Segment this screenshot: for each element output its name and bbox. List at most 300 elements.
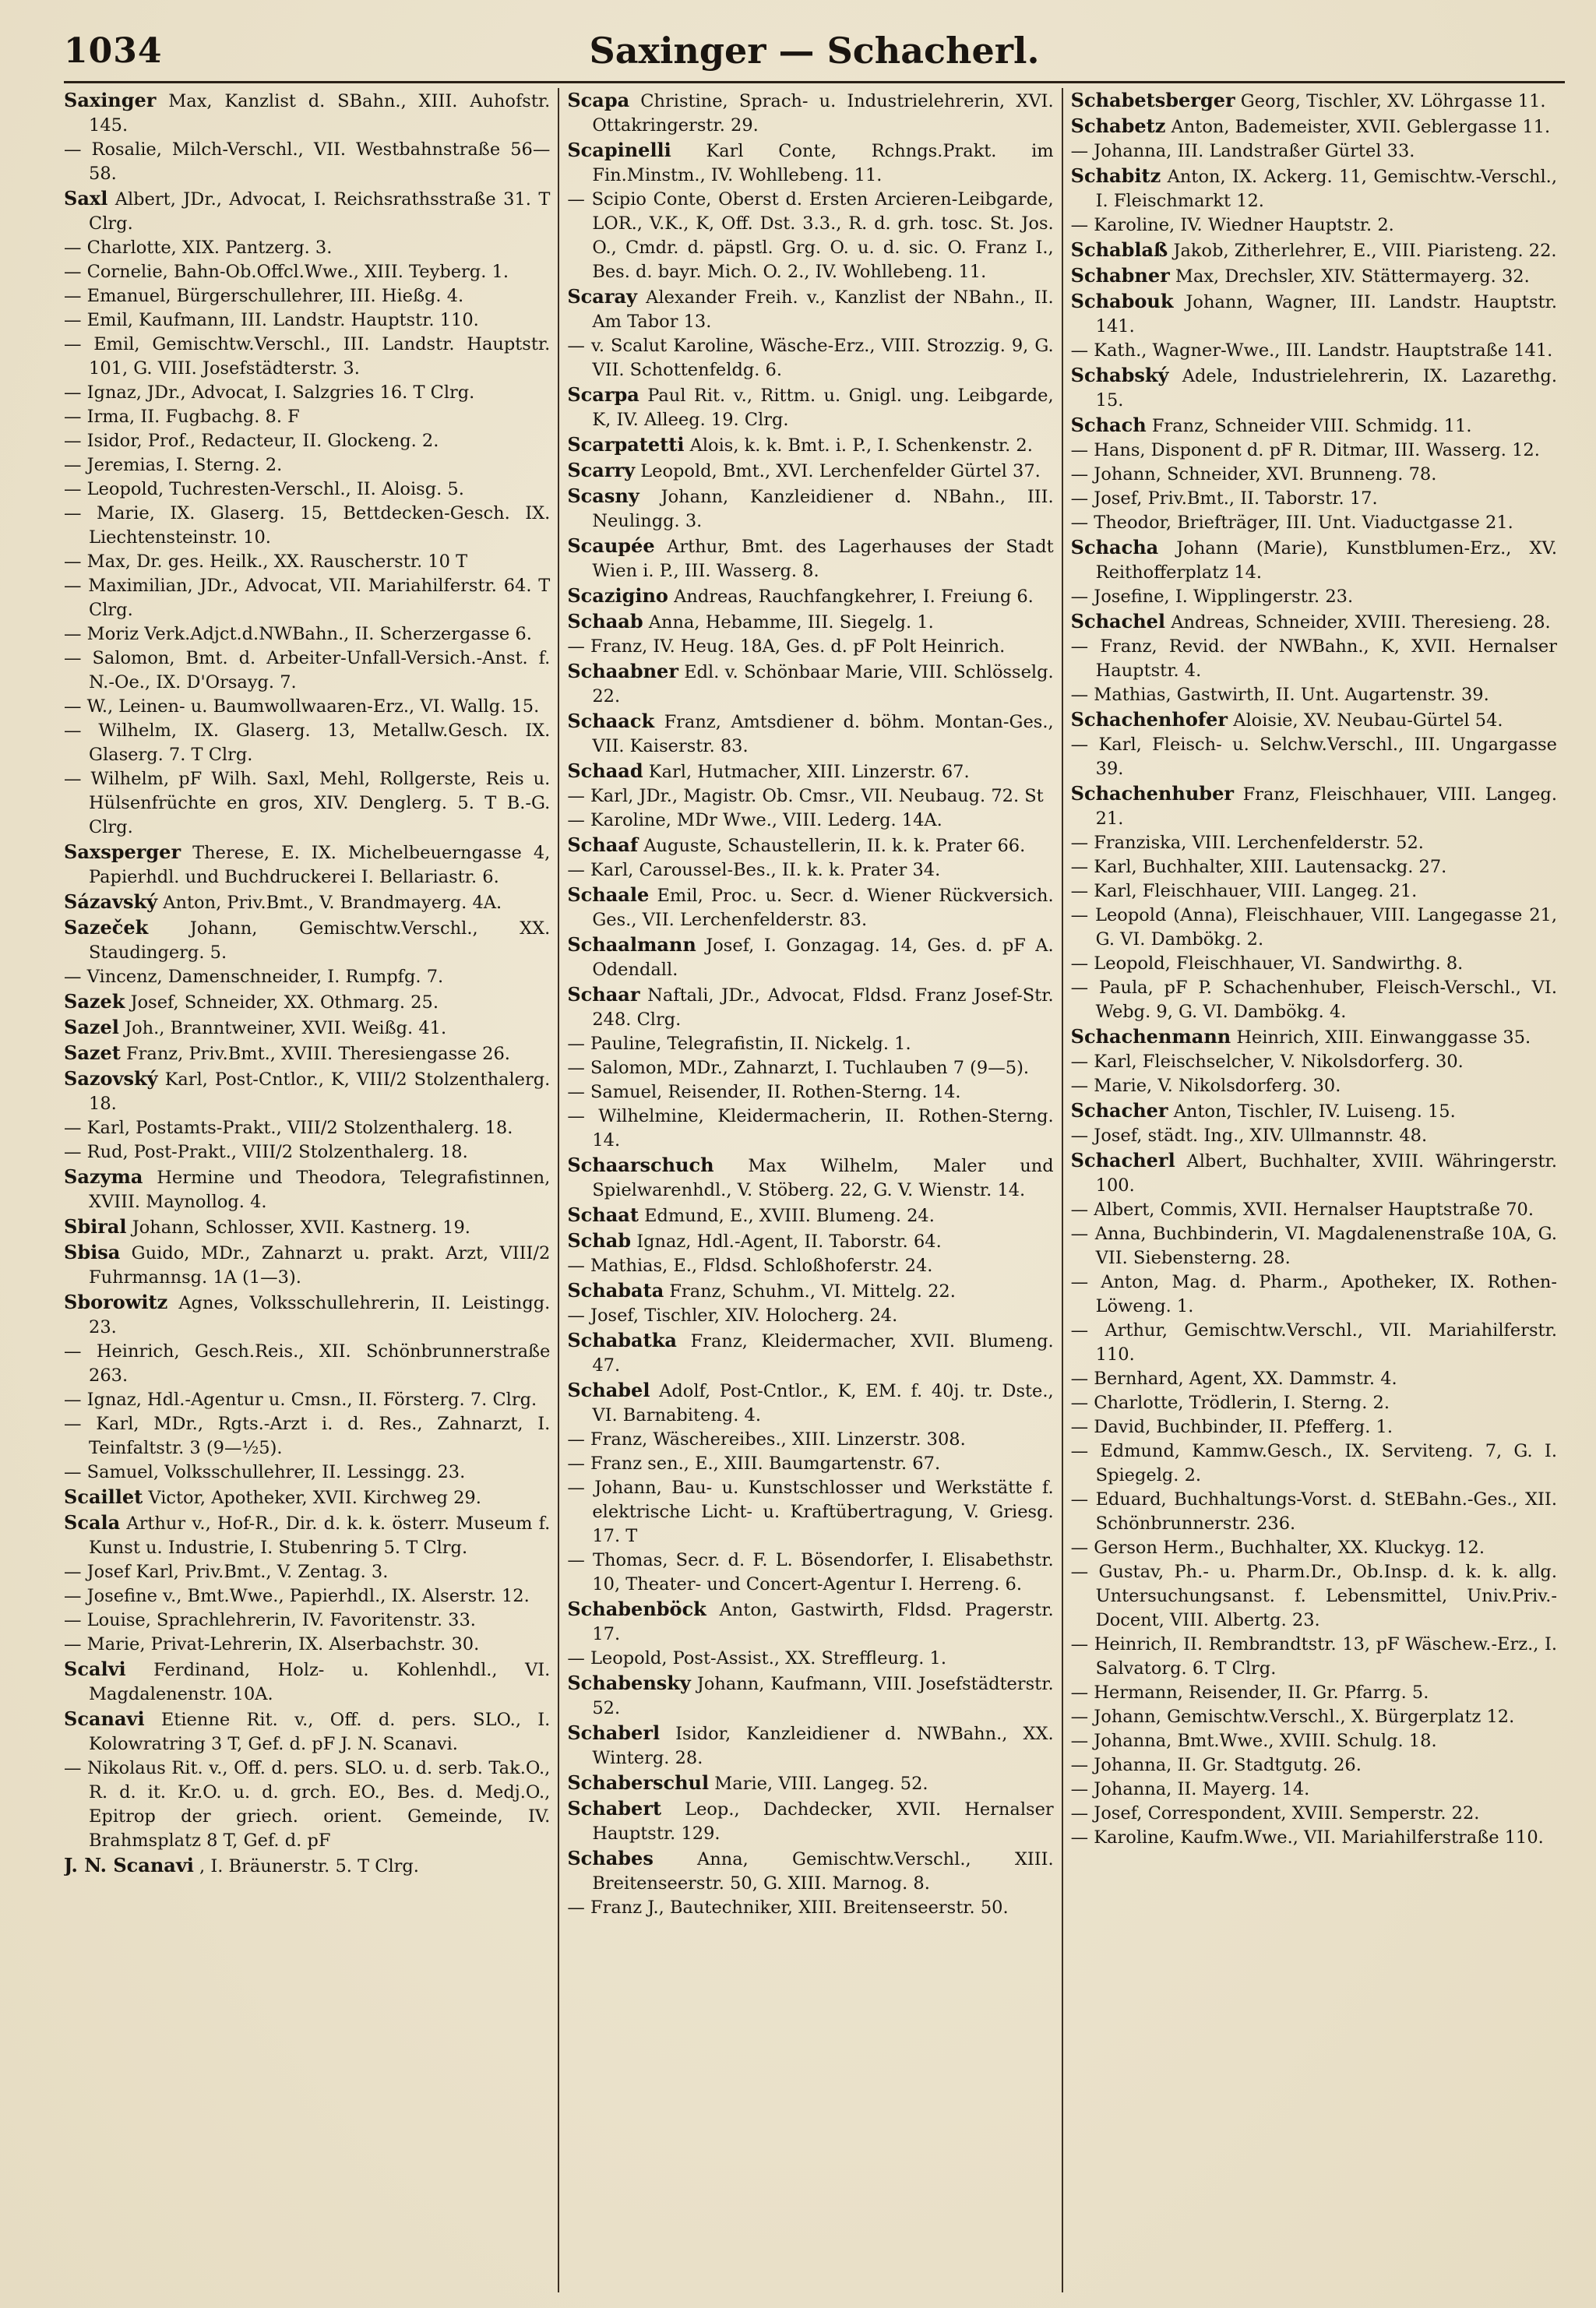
entry-surname: Schaat — [567, 1203, 639, 1226]
entry-surname: Schabetsberger — [1070, 89, 1235, 111]
entry-text: — Arthur, Gemischtw.Verschl., VII. Mariahilferstr. 110. — [1070, 1320, 1557, 1365]
entry-text: Franz, Amtsdiener d. böhm. Montan-Ges., VII. Kaiserstr. 83. — [592, 712, 1054, 756]
entry-text: Franz, Kleidermacher, XVII. Blumeng. 47. — [592, 1331, 1054, 1376]
entry-text: — Wilhelm, IX. Glaserg. 13, Metallw.Gesch. IX. Glaserg. 7. T Clrg. — [64, 721, 551, 765]
entry-surname: Schabatka — [567, 1329, 677, 1351]
directory-entry — [567, 1080, 1053, 1105]
entry-text: — Johanna, Bmt.Wwe., XVIII. Schulg. 18. — [1070, 1731, 1437, 1751]
directory-entry — [64, 989, 550, 1015]
entry-surname: Schabetz — [1070, 115, 1166, 137]
entry-text: — Irma, II. Fugbachg. 8. F — [64, 407, 300, 427]
entry-surname: Sazeček — [64, 916, 149, 939]
entry-text: — Edmund, Kammw.Gesch., IX. Serviteng. 7, G. I. Spiegelg. 2. — [1070, 1441, 1557, 1485]
entry-text: — Leopold (Anna), Fleischhauer, VIII. Langegasse 21, G. VI. Dambökg. 2. — [1070, 905, 1557, 950]
entry-surname: Schabouk — [1070, 290, 1174, 312]
entry-text: Anton, Priv.Bmt., V. Brandmayerg. 4A. — [163, 893, 502, 913]
entry-text: — Gustav, Ph.- u. Pharm.Dr., Ob.Insp. d. k. k. allg. Untersuchungsanst. f. Lebensmittel, Univ.Priv.-Docent, VIII. Albertg. 23. — [1070, 1562, 1557, 1630]
entry-text: — Johann, Bau- u. Kunstschlosser und Werkstätte f. elektrische Licht- u. Kraftübertragung, V. Griesg. 17. T — [567, 1478, 1054, 1546]
entry-text: Franz, Priv.Bmt., XVIII. Theresiengasse 26. — [126, 1044, 510, 1064]
entry-text: Johann (Marie), Kunstblumen-Erz., XV. Reithofferplatz 14. — [1095, 538, 1557, 583]
entry-text: — Samuel, Volksschullehrer, II. Lessingg. 23. — [64, 1462, 466, 1482]
entry-surname: Schachenhofer — [1070, 708, 1228, 731]
entry-surname: Scaray — [567, 285, 637, 308]
entry-text: Heinrich, XIII. Einwanggasse 35. — [1236, 1027, 1531, 1048]
entry-text: Therese, E. IX. Michelbeuerngasse 4, Papierhdl. und Buchdruckerei I. Bellariastr. 6. — [89, 843, 551, 887]
entry-text: Albert, Buchhalter, XVIII. Währingerstr. 100. — [1095, 1151, 1557, 1196]
directory-entry — [1071, 831, 1557, 855]
entry-text: — Josefine, I. Wipplingerstr. 23. — [1070, 587, 1354, 607]
directory-entry — [567, 1304, 1053, 1328]
entry-surname: Scala — [64, 1511, 121, 1534]
entry-text: — Moriz Verk.Adjct.d.NWBahn., II. Scherzergasse 6. — [64, 624, 532, 644]
entry-surname: Sbiral — [64, 1215, 127, 1238]
entry-surname: Schabata — [567, 1279, 664, 1302]
entry-text: — Emanuel, Bürgerschullehrer, III. Hießg. 4. — [64, 286, 464, 306]
directory-entry — [1071, 609, 1557, 635]
directory-entry — [1071, 635, 1557, 683]
entry-text: — Kath., Wagner-Wwe., III. Landstr. Hauptstraße 141. — [1070, 340, 1553, 361]
directory-entry — [567, 659, 1053, 709]
entry-text: — v. Scalut Karoline, Wäsche-Erz., VIII. Strozzig. 9, G. VII. Schottenfeldg. 6. — [567, 336, 1054, 380]
directory-entry — [567, 1647, 1053, 1671]
directory-entry — [567, 883, 1053, 932]
entry-text: — Louise, Sprachlehrerin, IV. Favoritenstr. 33. — [64, 1610, 476, 1630]
entry-text: Guido, MDr., Zahnarzt u. prakt. Arzt, VIII/2 Fuhrmannsg. 1A (1—3). — [89, 1243, 551, 1288]
directory-entry — [1071, 88, 1557, 114]
directory-entry — [1071, 363, 1557, 413]
entry-text: — Josef Karl, Priv.Bmt., V. Zentag. 3. — [64, 1562, 389, 1582]
directory-entry — [64, 1412, 550, 1461]
directory-entry — [1071, 733, 1557, 781]
entry-text: — Anna, Buchbinderin, VI. Magdalenenstraße 10A, G. VII. Siebensterng. 28. — [1070, 1224, 1557, 1268]
entry-text: Isidor, Kanzleidiener d. NWBahn., XX. Winterg. 28. — [592, 1724, 1054, 1768]
entry-text: — Karl, Fleisch- u. Selchw.Verschl., III. Ungargasse 39. — [1070, 735, 1557, 779]
entry-text: Edl. v. Schönbaar Marie, VIII. Schlösselg. 22. — [592, 662, 1054, 706]
entry-text: — Josef, Correspondent, XVIII. Semperstr. 22. — [1070, 1803, 1480, 1823]
entry-text: Josef, I. Gonzagag. 14, Ges. d. pF A. Odendall. — [592, 936, 1054, 980]
entry-text: Andreas, Schneider, XVIII. Theresieng. 28. — [1171, 612, 1551, 632]
directory-entry — [567, 1549, 1053, 1597]
directory-entry — [1071, 781, 1557, 831]
directory-entry — [567, 1721, 1053, 1771]
entry-text: — Ignaz, JDr., Advocat, I. Salzgries 16. T Clrg. — [64, 382, 475, 403]
entry-text: Georg, Tischler, XV. Löhrgasse 11. — [1240, 91, 1546, 111]
entry-surname: Sbisa — [64, 1241, 121, 1263]
directory-entry — [1071, 1536, 1557, 1560]
directory-entry — [567, 1597, 1053, 1647]
entry-text: Johann, Kaufmann, VIII. Josefstädterstr. 52. — [592, 1674, 1054, 1718]
entry-text: Adele, Industrielehrerin, IX. Lazarethg. 15. — [1095, 366, 1557, 411]
entry-text: Johann, Wagner, III. Landstr. Hauptstr. 141. — [1095, 292, 1557, 337]
entry-text: Hermine und Theodora, Telegrafistinnen, XVIII. Maynollog. 4. — [89, 1168, 551, 1212]
entry-surname: J. N. Scanavi — [64, 1854, 194, 1876]
entry-text: Agnes, Volksschullehrerin, II. Leistingg. 23. — [89, 1293, 551, 1337]
directory-entry — [1071, 535, 1557, 585]
directory-entry — [64, 1116, 550, 1140]
column-1 — [64, 88, 559, 2292]
directory-entry — [567, 188, 1053, 284]
entry-text: Paul Rit. v., Rittm. u. Gnigl. ung. Leibgarde, K, IV. Alleeg. 19. Clrg. — [592, 386, 1054, 430]
entry-text: — Paula, pF P. Schachenhuber, Fleisch-Verschl., VI. Webg. 9, G. VI. Dambökg. 4. — [1070, 978, 1557, 1022]
entry-text: — Eduard, Buchhaltungs-Vorst. d. StEBahn.-Ges., XII. Schönbrunnerstr. 236. — [1070, 1489, 1557, 1534]
directory-entry — [1071, 1222, 1557, 1270]
entry-surname: Scarpatetti — [567, 433, 685, 456]
directory-entry — [1071, 1148, 1557, 1198]
directory-entry — [1071, 683, 1557, 707]
entry-surname: Sazel — [64, 1016, 119, 1038]
directory-entry — [1071, 1681, 1557, 1705]
entry-text: — Scipio Conte, Oberst d. Ersten Arcieren-Leibgarde, LOR., V.K., K, Off. Dst. 3.3., R. d. grh. tosc. St. Jos. O., Cmdr. d. päpstl. Grg. O. u. d. sic. O. Franz I., Bes. d. bayr. Mich. O. 2., IV. Wohllebeng. 11. — [567, 189, 1054, 282]
directory-entry — [567, 1228, 1053, 1254]
directory-entry — [1071, 1391, 1557, 1415]
entry-text: Karl Conte, Rchngs.Prakt. im Fin.Minstm., IV. Wohllebeng. 11. — [592, 141, 1054, 185]
entry-text: — Franz, IV. Heug. 18A, Ges. d. pF Polt Heinrich. — [567, 636, 1006, 657]
entry-text: Etienne Rit. v., Off. d. pers. SLO., I. Kolowratring 3 T, Gef. d. pF J. N. Scanavi. — [89, 1710, 551, 1754]
directory-entry — [567, 709, 1053, 759]
directory-entry — [1071, 1488, 1557, 1536]
entry-text: Marie, VIII. Langeg. 52. — [714, 1774, 928, 1794]
entry-surname: Schaar — [567, 983, 640, 1006]
entry-text: Victor, Apotheker, XVII. Kirchweg 29. — [148, 1488, 481, 1508]
directory-entry — [1071, 1633, 1557, 1681]
directory-entry — [64, 1707, 550, 1757]
directory-entry — [567, 932, 1053, 982]
directory-entry — [64, 405, 550, 429]
entry-text: Leop., Dachdecker, XVII. Hernalser Hauptstr. 129. — [592, 1799, 1054, 1844]
entry-text: — Karl, Buchhalter, XIII. Lautensackg. 27. — [1070, 857, 1447, 877]
directory-entry — [567, 1328, 1053, 1378]
directory-entry — [1071, 289, 1557, 339]
directory-entry — [64, 647, 550, 695]
entry-surname: Schabensky — [567, 1672, 691, 1694]
entry-text: Alexander Freih. v., Kanzlist der NBahn., II. Am Tabor 13. — [592, 287, 1054, 332]
entry-surname: Schabner — [1070, 264, 1170, 287]
entry-surname: Schabert — [567, 1797, 662, 1820]
directory-entry — [64, 477, 550, 502]
entry-text: Max, Kanzlist d. SBahn., XIII. Auhofstr. 145. — [89, 91, 551, 136]
directory-entry — [1071, 1198, 1557, 1222]
entry-text: — Hermann, Reisender, II. Gr. Pfarrg. 5. — [1070, 1683, 1429, 1703]
entry-text: — Johanna, II. Gr. Stadtgutg. 26. — [1070, 1755, 1362, 1775]
entry-text: Ignaz, Hdl.-Agent, II. Taborstr. 64. — [636, 1232, 942, 1252]
column-3 — [1063, 88, 1565, 2292]
directory-entry — [64, 186, 550, 236]
directory-entry — [567, 759, 1053, 784]
entry-text: — Charlotte, XIX. Pantzerg. 3. — [64, 238, 333, 258]
directory-entry — [1071, 585, 1557, 609]
directory-entry — [1071, 463, 1557, 487]
entry-text: — Nikolaus Rit. v., Off. d. pers. SLO. u. d. serb. Tak.O., R. d. it. Kr.O. u. d. grch. EO., Bes. d. Medj.O., Epitrop der griech. orient. Gemeinde, IV. Brahmsplatz 8 T, Gef. d. pF — [64, 1758, 551, 1851]
directory-entry — [1071, 487, 1557, 511]
entry-surname: Schabel — [567, 1379, 650, 1401]
entry-surname: Scapinelli — [567, 139, 671, 161]
directory-entry — [64, 840, 550, 890]
directory-entry — [567, 982, 1053, 1032]
entry-text: — Josef, Priv.Bmt., II. Taborstr. 17. — [1070, 488, 1378, 509]
directory-entry — [1071, 952, 1557, 976]
directory-entry — [64, 1066, 550, 1116]
entry-text: — Vincenz, Damenschneider, I. Rumpfg. 7. — [64, 967, 444, 987]
directory-entry — [567, 1671, 1053, 1721]
entry-text: Arthur, Bmt. des Lagerhauses der Stadt Wien i. P., III. Wasserg. 8. — [592, 537, 1054, 581]
entry-text: Franz, Schuhm., VI. Mittelg. 22. — [669, 1281, 956, 1302]
directory-entry — [1071, 1753, 1557, 1778]
entry-surname: Schaarschuch — [567, 1154, 714, 1176]
entry-text: Edmund, E., XVIII. Blumeng. 24. — [644, 1206, 935, 1226]
entry-text: — Josefine v., Bmt.Wwe., Papierhdl., IX. Alserstr. 12. — [64, 1586, 530, 1606]
directory-entry — [567, 458, 1053, 484]
entry-text: Johann, Schlosser, XVII. Kastnerg. 19. — [132, 1217, 470, 1238]
directory-entry — [1071, 263, 1557, 289]
entry-surname: Schaalmann — [567, 933, 696, 956]
entry-text: Max, Drechsler, XIV. Stättermayerg. 32. — [1175, 266, 1530, 287]
directory-entry — [1071, 1415, 1557, 1439]
directory-entry — [64, 767, 550, 840]
entry-surname: Sazek — [64, 990, 125, 1013]
entry-surname: Schacher — [1070, 1099, 1168, 1122]
directory-entry — [64, 381, 550, 405]
entry-text: — Bernhard, Agent, XX. Dammstr. 4. — [1070, 1369, 1397, 1389]
directory-entry — [1071, 238, 1557, 263]
directory-entry — [1071, 1024, 1557, 1050]
entry-text: — Johanna, II. Mayerg. 14. — [1070, 1779, 1310, 1799]
directory-entry — [567, 334, 1053, 382]
entry-text: — Franz J., Bautechniker, XIII. Breitenseerstr. 50. — [567, 1897, 1009, 1918]
directory-entry — [64, 88, 550, 138]
entry-text: — Albert, Commis, XVII. Hernalser Hauptstraße 70. — [1070, 1200, 1534, 1220]
entry-surname: Saxinger — [64, 89, 157, 111]
entry-text: Naftali, JDr., Advocat, Fldsd. Franz Josef-Str. 248. Clrg. — [592, 985, 1054, 1030]
entry-surname: Schabenböck — [567, 1598, 706, 1620]
directory-entry — [64, 622, 550, 647]
directory-entry — [1071, 1778, 1557, 1802]
directory-entry — [1071, 164, 1557, 213]
entry-text: Josef, Schneider, XX. Othmarg. 25. — [130, 992, 439, 1013]
entry-text: — Johanna, III. Landstraßer Gürtel 33. — [1070, 141, 1415, 161]
entry-surname: Sazovský — [64, 1067, 158, 1090]
entry-text: — Max, Dr. ges. Heilk., XX. Rauscherstr. 10 T — [64, 551, 468, 572]
directory-entry — [567, 484, 1053, 534]
entry-surname: Scazigino — [567, 584, 668, 607]
entry-surname: Sborowitz — [64, 1291, 168, 1313]
entry-surname: Scasny — [567, 485, 639, 507]
entry-text: Anton, Tischler, IV. Luiseng. 15. — [1173, 1101, 1456, 1122]
entry-surname: Scarpa — [567, 383, 639, 406]
page-number: 1034 — [64, 31, 163, 71]
directory-entry — [567, 1896, 1053, 1920]
directory-entry — [567, 1278, 1053, 1304]
directory-entry — [64, 1485, 550, 1510]
directory-entry — [64, 1140, 550, 1165]
directory-entry — [1071, 439, 1557, 463]
directory-entry — [1071, 1074, 1557, 1098]
directory-entry — [1071, 976, 1557, 1024]
directory-entry — [1071, 114, 1557, 139]
directory-entry — [64, 1214, 550, 1240]
entry-text: Karl, Hutmacher, XIII. Linzerstr. 67. — [648, 762, 970, 782]
entry-surname: Schachenhuber — [1070, 782, 1234, 805]
entry-surname: Schablaß — [1070, 238, 1168, 261]
directory-entry — [1071, 1319, 1557, 1367]
entry-text: — Leopold, Post-Assist., XX. Streffleurg. 1. — [567, 1648, 946, 1668]
directory-entry — [567, 1254, 1053, 1278]
entry-text: Arthur v., Hof-R., Dir. d. k. k. österr. Museum f. Kunst u. Industrie, I. Stubenring 5. T Clrg. — [89, 1513, 551, 1558]
directory-entry — [64, 965, 550, 989]
directory-entry — [567, 88, 1053, 138]
entry-text: — Rud, Post-Prakt., VIII/2 Stolzenthalerg. 18. — [64, 1142, 468, 1162]
entry-text: Emil, Proc. u. Secr. d. Wiener Rückversich. Ges., VII. Lerchenfelderstr. 83. — [592, 886, 1054, 930]
entry-surname: Scarry — [567, 459, 636, 481]
directory-entry — [64, 1609, 550, 1633]
entry-text: — Karoline, Kaufm.Wwe., VII. Mariahilferstraße 110. — [1070, 1827, 1544, 1848]
entry-surname: Scanavi — [64, 1707, 145, 1730]
entry-text: Anton, IX. Ackerg. 11, Gemischtw.-Verschl., I. Fleischmarkt 12. — [1095, 167, 1557, 211]
directory-entry — [1071, 511, 1557, 535]
directory-entry — [64, 1041, 550, 1066]
entry-text: Jakob, Zitherlehrer, E., VIII. Piaristeng. 22. — [1173, 241, 1557, 261]
directory-entry — [64, 1240, 550, 1290]
directory-entry — [64, 333, 550, 381]
entry-surname: Sázavský — [64, 890, 158, 913]
entry-text: — Karoline, IV. Wiedner Hauptstr. 2. — [1070, 215, 1394, 235]
directory-entry — [567, 1846, 1053, 1896]
entry-text: — Wilhelm, pF Wilh. Saxl, Mehl, Rollgerste, Reis u. Hülsenfrüchte en gros, XIV. Denglerg. 5. T B.-G. Clrg. — [64, 769, 551, 837]
entry-surname: Scapa — [567, 89, 630, 111]
entry-surname: Schaale — [567, 883, 650, 906]
directory-columns — [64, 88, 1565, 2292]
entry-text: — Hans, Disponent d. pF R. Ditmar, III. Wasserg. 12. — [1070, 440, 1540, 460]
directory-entry — [567, 858, 1053, 883]
directory-entry — [567, 809, 1053, 833]
entry-text: — Marie, Privat-Lehrerin, IX. Alserbachstr. 30. — [64, 1634, 480, 1654]
entry-text: — Marie, V. Nikolsdorferg. 30. — [1070, 1076, 1341, 1096]
entry-text: — Franziska, VIII. Lerchenfelderstr. 52. — [1070, 833, 1424, 853]
entry-text: Johann, Kanzleidiener d. NBahn., III. Neulingg. 3. — [592, 487, 1054, 531]
entry-text: — Emil, Gemischtw.Verschl., III. Landstr. Hauptstr. 101, G. VIII. Josefstädterstr. 3. — [64, 334, 551, 379]
entry-surname: Schabes — [567, 1847, 654, 1869]
entry-surname: Schabský — [1070, 364, 1169, 386]
directory-entry — [64, 1015, 550, 1041]
entry-text: Johann, Gemischtw.Verschl., XX. Staudingerg. 5. — [89, 918, 551, 963]
directory-entry — [567, 1153, 1053, 1203]
directory-entry — [64, 1340, 550, 1388]
directory-entry — [567, 1105, 1053, 1153]
directory-entry — [64, 1560, 550, 1584]
entry-text: — Pauline, Telegrafistin, II. Nickelg. 1. — [567, 1034, 911, 1054]
entry-text: — Mathias, Gastwirth, II. Unt. Augartenstr. 39. — [1070, 685, 1489, 705]
entry-text: Max Wilhelm, Maler und Spielwarenhdl., V. Stöberg. 22, G. V. Wienstr. 14. — [592, 1156, 1054, 1200]
directory-entry — [64, 890, 550, 915]
entry-surname: Saxl — [64, 187, 108, 210]
entry-text: — Karoline, MDr Wwe., VIII. Lederg. 14A. — [567, 810, 942, 830]
directory-entry — [567, 1428, 1053, 1452]
entry-text: Auguste, Schaustellerin, II. k. k. Prater 66. — [643, 836, 1026, 856]
entry-text: — Leopold, Fleischhauer, VI. Sandwirthg. 8. — [1070, 953, 1464, 974]
entry-text: — Leopold, Tuchresten-Verschl., II. Aloisg. 5. — [64, 479, 464, 499]
running-title: Saxinger — Schacherl. — [589, 30, 1040, 72]
entry-surname: Schachenmann — [1070, 1025, 1231, 1048]
entry-text: Franz, Schneider VIII. Schmidg. 11. — [1151, 416, 1472, 436]
directory-entry — [1071, 1050, 1557, 1074]
directory-entry — [1071, 1729, 1557, 1753]
entry-text: — Wilhelmine, Kleidermacherin, II. Rothen-Sterng. 14. — [567, 1106, 1054, 1150]
entry-text: — Thomas, Secr. d. F. L. Bösendorfer, I. Elisabethstr. 10, Theater- und Concert-Agentur I. Herreng. 6. — [567, 1550, 1054, 1594]
directory-entry — [567, 833, 1053, 858]
entry-text: — Josef, städt. Ing., XIV. Ullmannstr. 48. — [1070, 1126, 1428, 1146]
entry-text: — Rosalie, Milch-Verschl., VII. Westbahnstraße 56—58. — [64, 139, 551, 184]
directory-entry — [64, 284, 550, 308]
directory-entry — [64, 138, 550, 186]
entry-text: — Johann, Schneider, XVI. Brunneng. 78. — [1070, 464, 1437, 485]
entry-text: — Ignaz, Hdl.-Agentur u. Cmsn., II. Försterg. 7. Clrg. — [64, 1390, 537, 1410]
directory-entry — [1071, 1367, 1557, 1391]
entry-surname: Scaupée — [567, 534, 655, 557]
entry-text: — Charlotte, Trödlerin, I. Sterng. 2. — [1070, 1393, 1390, 1413]
entry-text: Ferdinand, Holz- u. Kohlenhdl., VI. Magdalenenstr. 10A. — [89, 1660, 551, 1704]
directory-entry — [567, 1796, 1053, 1846]
directory-entry — [1071, 139, 1557, 164]
entry-text: Christine, Sprach- u. Industrielehrerin, XVI. Ottakringerstr. 29. — [592, 91, 1054, 136]
entry-text: — Franz, Revid. der NWBahn., K, XVII. Hernalser Hauptstr. 4. — [1070, 636, 1557, 681]
entry-text: — Salomon, Bmt. d. Arbeiter-Unfall-Versich.-Anst. f. N.-Oe., IX. D'Orsayg. 7. — [64, 648, 551, 692]
entry-text: Andreas, Rauchfangkehrer, I. Freiung 6. — [674, 587, 1034, 607]
entry-text: — Franz, Wäschereibes., XIII. Linzerstr. 308. — [567, 1429, 966, 1450]
entry-surname: Schaberl — [567, 1721, 661, 1744]
directory-entry — [1071, 1560, 1557, 1633]
directory-entry — [567, 1032, 1053, 1056]
entry-text: — Emil, Kaufmann, III. Landstr. Hauptstr. 110. — [64, 310, 479, 330]
directory-entry — [1071, 1270, 1557, 1319]
entry-text: — Heinrich, II. Rembrandtstr. 13, pF Wäschew.-Erz., I. Salvatorg. 6. T Clrg. — [1070, 1634, 1557, 1679]
entry-text: — Johann, Gemischtw.Verschl., X. Bürgerplatz 12. — [1070, 1707, 1515, 1727]
directory-entry — [567, 1378, 1053, 1428]
directory-entry — [1071, 904, 1557, 952]
directory-entry — [1071, 1439, 1557, 1488]
column-2 — [559, 88, 1062, 2292]
directory-entry — [567, 382, 1053, 432]
entry-text: — Jeremias, I. Sterng. 2. — [64, 455, 283, 475]
entry-text: — Theodor, Briefträger, III. Unt. Viaductgasse 21. — [1070, 513, 1513, 533]
entry-text: Alois, k. k. Bmt. i. P., I. Schenkenstr. 2. — [689, 435, 1033, 456]
directory-entry — [64, 1757, 550, 1853]
directory-entry — [1071, 707, 1557, 733]
directory-entry — [567, 635, 1053, 659]
entry-text: — Mathias, E., Fldsd. Schloßhoferstr. 24. — [567, 1256, 933, 1276]
entry-text: — Karl, Fleischselcher, V. Nikolsdorferg. 30. — [1070, 1052, 1464, 1072]
directory-entry — [64, 574, 550, 622]
entry-text: — David, Buchbinder, II. Pfefferg. 1. — [1070, 1417, 1393, 1437]
entry-surname: Schaberschul — [567, 1771, 710, 1794]
directory-entry — [64, 308, 550, 333]
entry-text: Franz, Fleischhauer, VIII. Langeg. 21. — [1095, 784, 1557, 829]
entry-text: — Anton, Mag. d. Pharm., Apotheker, IX. Rothen-Löweng. 1. — [1070, 1272, 1557, 1316]
entry-text: Anton, Bademeister, XVII. Geblergasse 11. — [1171, 117, 1551, 137]
directory-entry — [64, 550, 550, 574]
entry-surname: Schaack — [567, 710, 655, 732]
directory-entry — [567, 138, 1053, 188]
directory-entry — [1071, 1098, 1557, 1124]
directory-entry — [64, 1853, 550, 1879]
directory-entry — [1071, 855, 1557, 879]
entry-text: Anna, Hebamme, III. Siegelg. 1. — [648, 612, 934, 632]
entry-surname: Schacherl — [1070, 1149, 1175, 1172]
directory-entry — [64, 1461, 550, 1485]
entry-text: Adolf, Post-Cntlor., K, EM. f. 40j. tr. Dste., VI. Barnabiteng. 4. — [592, 1381, 1054, 1425]
directory-entry — [567, 1203, 1053, 1228]
entry-text: — Samuel, Reisender, II. Rothen-Sterng. 14. — [567, 1082, 961, 1102]
entry-text: — Marie, IX. Glaserg. 15, Bettdecken-Gesch. IX. Liechtensteinstr. 10. — [64, 503, 551, 548]
entry-text: Anton, Gastwirth, Fldsd. Pragerstr. 17. — [592, 1600, 1054, 1644]
